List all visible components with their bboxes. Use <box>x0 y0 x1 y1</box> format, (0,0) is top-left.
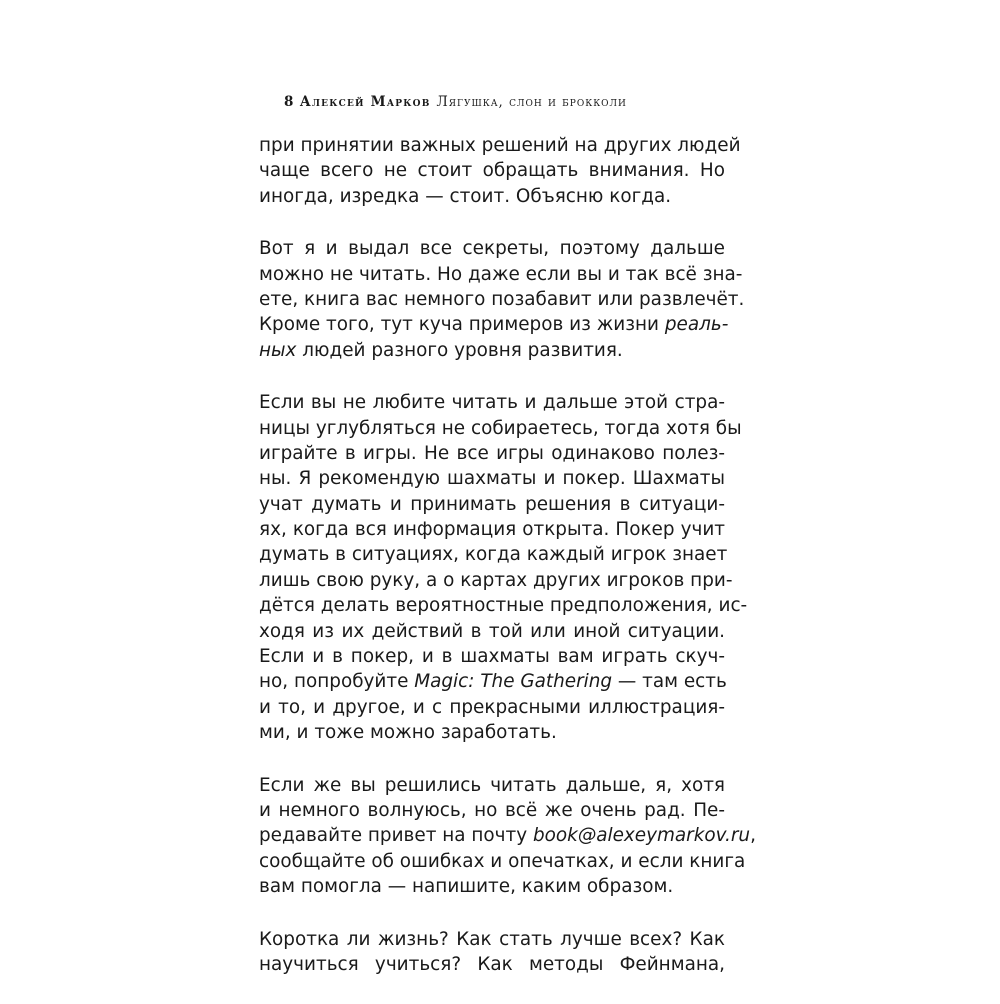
paragraph <box>259 133 741 209</box>
text-run: Кроме того, тут куча примеров из жизни <box>259 314 665 336</box>
paragraph <box>259 390 748 745</box>
paragraph <box>259 773 756 900</box>
running-head-title: Лягушка, слон и брокколи <box>436 94 627 110</box>
text-line: лишь свою руку, а о картах других игроков при- <box>259 569 733 591</box>
text-line: чаще всего не стоит обращать внимания. Но <box>259 160 725 182</box>
text-run: людей разного уровня развития. <box>296 339 623 361</box>
text-line: иногда, изредка — стоит. Объясню когда. <box>259 185 672 207</box>
text-line: Вот я и выдал все секреты, поэтому дальше <box>259 238 725 260</box>
paragraph <box>259 236 745 363</box>
text-line <box>259 338 725 363</box>
text-line: Если же вы решились читать дальше, я, хотя <box>259 774 725 796</box>
text-run: редавайте привет на почту <box>259 825 533 847</box>
text-line: и немного волнуюсь, но всё же очень рад. Пе- <box>259 799 725 821</box>
text-line: учат думать и принимать решения в ситуаци- <box>259 493 725 515</box>
page-number: 8 <box>284 94 294 110</box>
text-line <box>259 312 729 337</box>
text-run: но, попробуйте <box>259 671 415 693</box>
body-text <box>259 133 756 1004</box>
text-line: ми, и тоже можно заработать. <box>259 722 557 744</box>
text-line: ходя из их действий в той или иной ситуации. <box>259 620 725 642</box>
italic-text: ных <box>259 339 297 361</box>
text-line <box>259 823 756 848</box>
text-line: думать в ситуациях, когда каждый игрок знает <box>259 544 728 566</box>
text-line <box>259 669 725 694</box>
italic-text: Magic: The Gathering <box>414 671 613 693</box>
text-line: можно не читать. Но даже если вы и так всё зна- <box>259 263 743 285</box>
running-head <box>284 93 627 111</box>
text-line: Коротка ли жизнь? Как стать лучше всех? Как <box>259 928 725 950</box>
text-run: — там есть <box>612 671 727 693</box>
running-head-author: Алексей Марков <box>299 94 431 110</box>
text-line: и то, и другое, и с прекрасными иллюстрация- <box>259 696 725 718</box>
paragraph <box>259 927 725 978</box>
text-line: играйте в игры. Не все игры одинаково полез- <box>259 442 725 464</box>
text-line: сообщайте об ошибках и опечатках, и если книга <box>259 850 746 872</box>
text-line: Если вы не любите читать и дальше этой стра- <box>259 392 725 414</box>
text-line: ницы углубляться не собираетесь, тогда хотя бы <box>259 417 742 439</box>
italic-text: реаль- <box>664 314 729 336</box>
text-line: ях, когда вся информация открыта. Покер учит <box>259 519 725 541</box>
text-line: Если и в покер, и в шахматы вам играть скуч- <box>259 646 725 668</box>
italic-text: book@alexeymarkov.ru <box>533 825 751 847</box>
text-line: дётся делать вероятностные предположения, ис- <box>259 595 748 617</box>
text-line: ны. Я рекомендую шахматы и покер. Шахматы <box>259 468 725 490</box>
text-line: вам помогла — напишите, каким образом. <box>259 876 674 898</box>
book-page <box>259 0 756 1000</box>
text-line: при принятии важных решений на других людей <box>259 135 741 156</box>
text-line: научиться учиться? Как методы Фейнмана, <box>259 953 725 975</box>
text-line: ете, книга вас немного позабавит или развлечёт. <box>259 288 745 310</box>
text-run: , <box>750 825 756 847</box>
